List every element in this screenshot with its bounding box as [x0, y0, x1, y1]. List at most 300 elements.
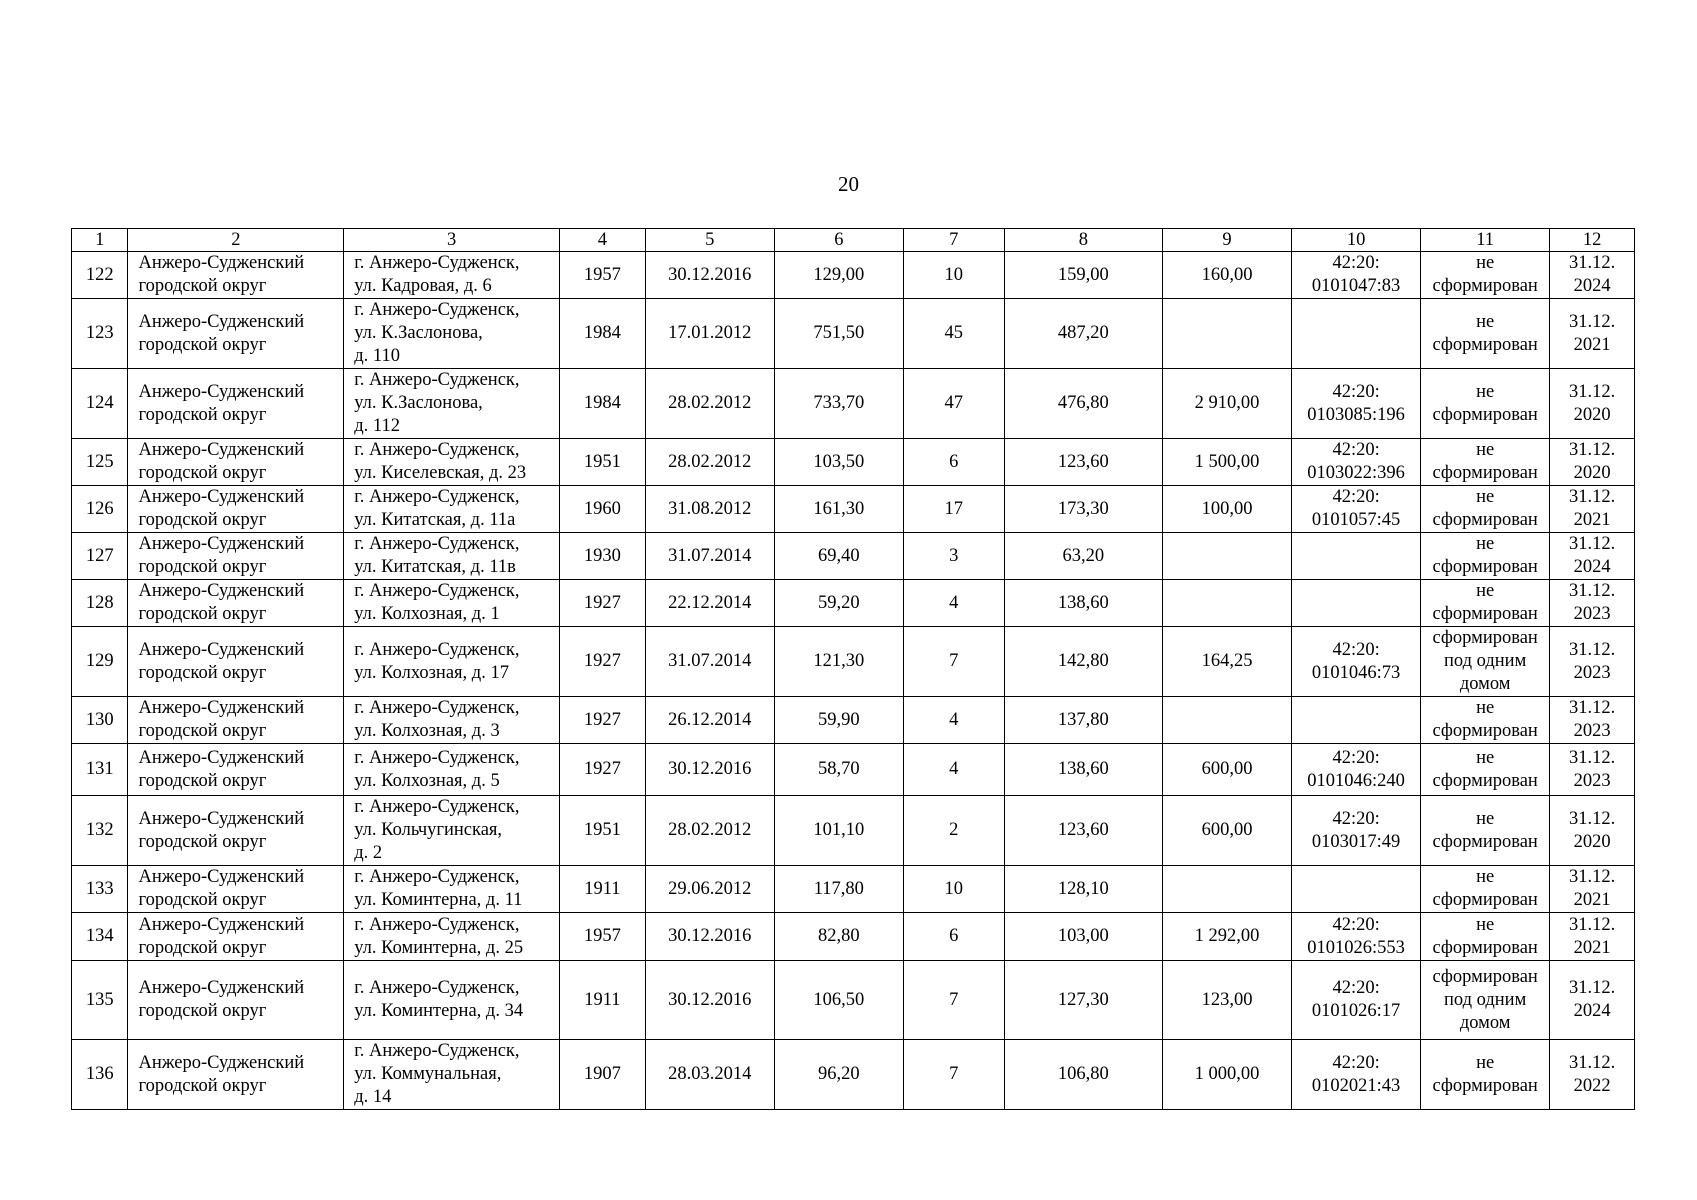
- land-status-line: сформирован: [1432, 404, 1538, 425]
- area2-cell: 123,60: [1004, 796, 1162, 866]
- deadline-cell: [1550, 252, 1635, 299]
- land-status-line: не: [1476, 253, 1495, 273]
- land-status-line: не: [1476, 1052, 1495, 1073]
- municipality-cell: [128, 961, 344, 1040]
- address-cell: [344, 796, 560, 866]
- cadastral-number-cell: [1292, 866, 1421, 913]
- address-line: г. Анжеро-Судженск,: [354, 487, 520, 507]
- cadastral-number-line: 0101046:240: [1307, 770, 1405, 791]
- cadastral-number-cell: [1292, 796, 1421, 866]
- deadline-line: 2022: [1573, 1075, 1611, 1096]
- table-row: [72, 961, 1635, 1040]
- row-number-cell: 136: [72, 1040, 128, 1110]
- address-line: ул. Колхозная, д. 1: [354, 604, 500, 624]
- deadline-line: 31.12.: [1568, 534, 1616, 554]
- municipality-line: Анжеро-Судженский: [138, 311, 305, 332]
- build-year-cell: 1951: [560, 796, 646, 866]
- address-cell: [344, 697, 560, 744]
- municipality-cell: [128, 1040, 344, 1110]
- land-status-cell: [1421, 439, 1550, 486]
- area-cell: 59,90: [774, 697, 903, 744]
- area2-cell: 128,10: [1004, 866, 1162, 913]
- residents-cell: 10: [903, 866, 1004, 913]
- date-cell: 28.02.2012: [645, 796, 774, 866]
- deadline-cell: [1550, 796, 1635, 866]
- cadastral-number-line: 42:20:: [1332, 639, 1380, 660]
- address-line: ул. К.Заслонова,: [354, 323, 483, 343]
- address-line: г. Анжеро-Судженск,: [354, 797, 520, 817]
- deadline-line: 31.12.: [1568, 253, 1616, 273]
- address-line: ул. Киселевская, д. 23: [354, 463, 527, 483]
- residents-cell: 7: [903, 1040, 1004, 1110]
- date-cell: 28.02.2012: [645, 439, 774, 486]
- land-status-cell: [1421, 486, 1550, 533]
- table-row: [72, 299, 1635, 369]
- residents-cell: 10: [903, 252, 1004, 299]
- deadline-cell: [1550, 913, 1635, 961]
- land-area-cell: [1163, 866, 1292, 913]
- area-cell: 129,00: [774, 252, 903, 299]
- row-number-cell: 134: [72, 913, 128, 961]
- deadline-line: 31.12.: [1568, 581, 1616, 601]
- land-status-line: не: [1476, 440, 1495, 460]
- area2-cell: 142,80: [1004, 627, 1162, 697]
- cadastral-number-cell: [1292, 913, 1421, 961]
- build-year-cell: 1960: [560, 486, 646, 533]
- cadastral-number-line: 42:20:: [1332, 914, 1380, 935]
- municipality-cell: [128, 439, 344, 486]
- table-row: [72, 697, 1635, 744]
- address-cell: [344, 1040, 560, 1110]
- area-cell: 101,10: [774, 796, 903, 866]
- deadline-line: 31.12.: [1568, 381, 1616, 402]
- deadline-line: 2023: [1573, 662, 1611, 683]
- land-status-line: сформирован: [1432, 890, 1538, 910]
- cadastral-number-cell: [1292, 369, 1421, 439]
- row-number-cell: 135: [72, 961, 128, 1040]
- deadline-cell: [1550, 961, 1635, 1040]
- address-line: г. Анжеро-Судженск,: [354, 914, 520, 935]
- municipality-line: городской округ: [138, 404, 267, 425]
- cadastral-number-line: 0101047:83: [1311, 276, 1401, 296]
- area-cell: 733,70: [774, 369, 903, 439]
- date-cell: 30.12.2016: [645, 744, 774, 796]
- area2-cell: 138,60: [1004, 744, 1162, 796]
- deadline-cell: [1550, 369, 1635, 439]
- deadline-line: 31.12.: [1568, 867, 1616, 887]
- table-row: [72, 744, 1635, 796]
- address-line: ул. Коминтерна, д. 11: [354, 890, 523, 910]
- address-line: г. Анжеро-Судженск,: [354, 300, 520, 320]
- deadline-line: 31.12.: [1568, 978, 1616, 998]
- land-status-line: сформирован: [1432, 721, 1538, 741]
- address-line: г. Анжеро-Судженск,: [354, 370, 520, 390]
- land-area-cell: 1 500,00: [1163, 439, 1292, 486]
- land-status-line: под одним: [1444, 989, 1527, 1010]
- municipality-line: Анжеро-Судженский: [138, 914, 305, 935]
- land-status-line: домом: [1459, 1012, 1511, 1033]
- build-year-cell: 1907: [560, 1040, 646, 1110]
- build-year-cell: 1957: [560, 913, 646, 961]
- date-cell: 30.12.2016: [645, 252, 774, 299]
- table-row: [72, 627, 1635, 697]
- deadline-line: 2024: [1573, 1001, 1611, 1021]
- build-year-cell: 1927: [560, 697, 646, 744]
- table-row: [72, 913, 1635, 961]
- cadastral-number-cell: [1292, 697, 1421, 744]
- address-cell: [344, 580, 560, 627]
- land-status-cell: [1421, 627, 1550, 697]
- municipality-cell: [128, 533, 344, 580]
- land-status-line: не: [1476, 867, 1495, 887]
- land-status-line: сформирован: [1432, 770, 1538, 791]
- deadline-cell: [1550, 697, 1635, 744]
- cadastral-number-line: 0103085:196: [1307, 404, 1405, 425]
- municipality-cell: [128, 252, 344, 299]
- deadline-line: 2023: [1573, 604, 1611, 624]
- municipality-cell: [128, 866, 344, 913]
- area2-cell: 137,80: [1004, 697, 1162, 744]
- cadastral-number-line: 0101026:553: [1307, 937, 1405, 958]
- land-status-line: не: [1476, 581, 1495, 601]
- land-status-line: не: [1476, 311, 1495, 332]
- municipality-line: Анжеро-Судженский: [138, 581, 305, 601]
- date-cell: 29.06.2012: [645, 866, 774, 913]
- area2-cell: 173,30: [1004, 486, 1162, 533]
- table-row: [72, 866, 1635, 913]
- municipality-line: городской округ: [138, 662, 267, 683]
- municipality-line: городской округ: [138, 334, 267, 355]
- address-cell: [344, 252, 560, 299]
- deadline-line: 2021: [1573, 510, 1611, 530]
- column-number-row: [72, 229, 1635, 252]
- address-line: ул. Колхозная, д. 17: [354, 662, 509, 683]
- date-cell: 28.03.2014: [645, 1040, 774, 1110]
- area2-cell: 159,00: [1004, 252, 1162, 299]
- land-status-cell: [1421, 533, 1550, 580]
- municipality-cell: [128, 580, 344, 627]
- residents-cell: 47: [903, 369, 1004, 439]
- residents-cell: 3: [903, 533, 1004, 580]
- municipality-line: Анжеро-Судженский: [138, 440, 305, 460]
- address-cell: [344, 299, 560, 369]
- land-area-cell: [1163, 299, 1292, 369]
- address-cell: [344, 913, 560, 961]
- municipality-cell: [128, 486, 344, 533]
- address-line: г. Анжеро-Судженск,: [354, 639, 520, 660]
- municipality-line: городской округ: [138, 557, 267, 577]
- land-status-line: не: [1476, 381, 1495, 402]
- residents-cell: 7: [903, 961, 1004, 1040]
- column-header: 10: [1292, 229, 1421, 252]
- cadastral-number-line: 42:20:: [1332, 381, 1380, 402]
- address-line: ул. Коминтерна, д. 25: [354, 937, 524, 958]
- residents-cell: 6: [903, 439, 1004, 486]
- address-line: ул. Колхозная, д. 3: [354, 721, 500, 741]
- housing-register-table: [71, 228, 1635, 1110]
- deadline-cell: [1550, 533, 1635, 580]
- address-line: ул. Коммунальная,: [354, 1064, 502, 1084]
- land-status-cell: [1421, 580, 1550, 627]
- area-cell: 161,30: [774, 486, 903, 533]
- area-cell: 106,50: [774, 961, 903, 1040]
- land-area-cell: 1 292,00: [1163, 913, 1292, 961]
- area2-cell: 63,20: [1004, 533, 1162, 580]
- municipality-line: Анжеро-Судженский: [138, 747, 305, 768]
- land-status-line: не: [1476, 698, 1495, 718]
- residents-cell: 6: [903, 913, 1004, 961]
- cadastral-number-line: 0102021:43: [1311, 1075, 1401, 1096]
- build-year-cell: 1911: [560, 866, 646, 913]
- area-cell: 69,40: [774, 533, 903, 580]
- land-status-line: не: [1476, 808, 1495, 829]
- row-number-cell: 132: [72, 796, 128, 866]
- cadastral-number-cell: [1292, 580, 1421, 627]
- municipality-line: городской округ: [138, 276, 267, 296]
- column-header: 2: [128, 229, 344, 252]
- land-status-line: сформирован: [1432, 510, 1538, 530]
- municipality-line: городской округ: [138, 937, 267, 958]
- deadline-cell: [1550, 627, 1635, 697]
- municipality-line: Анжеро-Судженский: [138, 867, 305, 887]
- land-status-cell: [1421, 913, 1550, 961]
- address-line: ул. Кадровая, д. 6: [354, 276, 492, 296]
- address-line: д. 112: [354, 416, 400, 436]
- address-cell: [344, 744, 560, 796]
- land-status-line: сформирован: [1432, 604, 1538, 624]
- address-line: ул. Кольчугинская,: [354, 820, 503, 840]
- municipality-line: Анжеро-Судженский: [138, 487, 305, 507]
- land-status-cell: [1421, 961, 1550, 1040]
- deadline-line: 2023: [1573, 770, 1611, 791]
- land-status-line: не: [1476, 747, 1495, 768]
- land-area-cell: 123,00: [1163, 961, 1292, 1040]
- deadline-line: 2020: [1573, 463, 1611, 483]
- cadastral-number-line: 42:20:: [1332, 1052, 1380, 1073]
- land-status-line: домом: [1459, 674, 1511, 694]
- row-number-cell: 133: [72, 866, 128, 913]
- land-status-cell: [1421, 796, 1550, 866]
- cadastral-number-cell: [1292, 299, 1421, 369]
- deadline-line: 2020: [1573, 404, 1611, 425]
- area2-cell: 103,00: [1004, 913, 1162, 961]
- deadline-line: 2024: [1573, 276, 1611, 296]
- deadline-line: 2021: [1573, 937, 1611, 958]
- land-status-line: сформирован: [1432, 334, 1538, 355]
- address-cell: [344, 439, 560, 486]
- municipality-line: городской округ: [138, 770, 267, 791]
- deadline-cell: [1550, 866, 1635, 913]
- deadline-line: 2021: [1573, 334, 1611, 355]
- table-row: [72, 439, 1635, 486]
- address-line: ул. Коминтерна, д. 34: [354, 1001, 524, 1021]
- cadastral-number-cell: [1292, 486, 1421, 533]
- residents-cell: 7: [903, 627, 1004, 697]
- row-number-cell: 122: [72, 252, 128, 299]
- residents-cell: 2: [903, 796, 1004, 866]
- row-number-cell: 123: [72, 299, 128, 369]
- area2-cell: 123,60: [1004, 439, 1162, 486]
- column-header: 12: [1550, 229, 1635, 252]
- address-line: г. Анжеро-Судженск,: [354, 978, 520, 998]
- table-row: [72, 252, 1635, 299]
- address-cell: [344, 369, 560, 439]
- deadline-line: 31.12.: [1568, 698, 1616, 718]
- area-cell: 58,70: [774, 744, 903, 796]
- area2-cell: 127,30: [1004, 961, 1162, 1040]
- address-line: г. Анжеро-Судженск,: [354, 253, 520, 273]
- land-status-cell: [1421, 866, 1550, 913]
- municipality-cell: [128, 299, 344, 369]
- table-body: [72, 252, 1635, 1110]
- land-status-cell: [1421, 744, 1550, 796]
- address-cell: [344, 533, 560, 580]
- land-status-line: под одним: [1444, 651, 1527, 671]
- cadastral-number-line: 0103022:396: [1307, 463, 1405, 483]
- municipality-cell: [128, 697, 344, 744]
- cadastral-number-line: 0103017:49: [1311, 831, 1401, 852]
- deadline-line: 31.12.: [1568, 311, 1616, 332]
- municipality-line: городской округ: [138, 1075, 267, 1096]
- build-year-cell: 1911: [560, 961, 646, 1040]
- area-cell: 82,80: [774, 913, 903, 961]
- cadastral-number-cell: [1292, 252, 1421, 299]
- address-cell: [344, 627, 560, 697]
- land-status-line: сформирован: [1432, 628, 1538, 648]
- date-cell: 30.12.2016: [645, 913, 774, 961]
- area2-cell: 476,80: [1004, 369, 1162, 439]
- build-year-cell: 1927: [560, 627, 646, 697]
- land-area-cell: 2 910,00: [1163, 369, 1292, 439]
- column-header: 7: [903, 229, 1004, 252]
- area-cell: 59,20: [774, 580, 903, 627]
- column-header: 1: [72, 229, 128, 252]
- land-status-cell: [1421, 252, 1550, 299]
- land-area-cell: 164,25: [1163, 627, 1292, 697]
- residents-cell: 4: [903, 580, 1004, 627]
- cadastral-number-line: 42:20:: [1332, 808, 1380, 829]
- municipality-line: Анжеро-Судженский: [138, 978, 305, 998]
- column-header: 8: [1004, 229, 1162, 252]
- land-status-line: сформирован: [1432, 276, 1538, 296]
- municipality-line: Анжеро-Судженский: [138, 534, 305, 554]
- cadastral-number-line: 42:20:: [1332, 440, 1380, 460]
- column-header: 11: [1421, 229, 1550, 252]
- cadastral-number-line: 0101057:45: [1311, 510, 1401, 530]
- address-line: г. Анжеро-Судженск,: [354, 747, 520, 768]
- area2-cell: 487,20: [1004, 299, 1162, 369]
- cadastral-number-line: 0101046:73: [1311, 662, 1401, 683]
- municipality-line: городской округ: [138, 463, 267, 483]
- build-year-cell: 1951: [560, 439, 646, 486]
- cadastral-number-cell: [1292, 961, 1421, 1040]
- build-year-cell: 1984: [560, 369, 646, 439]
- address-line: г. Анжеро-Судженск,: [354, 581, 520, 601]
- address-line: г. Анжеро-Судженск,: [354, 440, 520, 460]
- date-cell: 31.07.2014: [645, 533, 774, 580]
- deadline-line: 2020: [1573, 831, 1611, 852]
- address-cell: [344, 486, 560, 533]
- table-row: [72, 580, 1635, 627]
- address-line: г. Анжеро-Судженск,: [354, 867, 520, 887]
- municipality-line: Анжеро-Судженский: [138, 808, 305, 829]
- column-header: 6: [774, 229, 903, 252]
- date-cell: 26.12.2014: [645, 697, 774, 744]
- build-year-cell: 1927: [560, 580, 646, 627]
- residents-cell: 17: [903, 486, 1004, 533]
- area-cell: 117,80: [774, 866, 903, 913]
- land-area-cell: 160,00: [1163, 252, 1292, 299]
- municipality-line: Анжеро-Судженский: [138, 1052, 305, 1073]
- land-area-cell: [1163, 533, 1292, 580]
- cadastral-number-line: 0101026:17: [1311, 1001, 1401, 1021]
- deadline-line: 31.12.: [1568, 1052, 1616, 1073]
- column-header: 5: [645, 229, 774, 252]
- cadastral-number-cell: [1292, 1040, 1421, 1110]
- address-line: д. 110: [354, 346, 400, 366]
- date-cell: 17.01.2012: [645, 299, 774, 369]
- land-area-cell: 100,00: [1163, 486, 1292, 533]
- deadline-line: 31.12.: [1568, 747, 1616, 768]
- municipality-line: Анжеро-Судженский: [138, 381, 305, 402]
- address-line: г. Анжеро-Судженск,: [354, 1041, 520, 1061]
- cadastral-number-line: 42:20:: [1332, 487, 1380, 507]
- municipality-line: городской округ: [138, 604, 267, 624]
- municipality-line: городской округ: [138, 1001, 267, 1021]
- land-status-line: сформирован: [1432, 463, 1538, 483]
- land-area-cell: 600,00: [1163, 796, 1292, 866]
- municipality-line: Анжеро-Судженский: [138, 639, 305, 660]
- build-year-cell: 1984: [560, 299, 646, 369]
- land-area-cell: [1163, 697, 1292, 744]
- residents-cell: 45: [903, 299, 1004, 369]
- area-cell: 103,50: [774, 439, 903, 486]
- cadastral-number-line: 42:20:: [1332, 253, 1380, 273]
- address-line: г. Анжеро-Судженск,: [354, 534, 520, 554]
- address-line: ул. Колхозная, д. 5: [354, 770, 500, 791]
- row-number-cell: 131: [72, 744, 128, 796]
- address-line: ул. Китатская, д. 11а: [354, 510, 516, 530]
- column-header: 9: [1163, 229, 1292, 252]
- area-cell: 751,50: [774, 299, 903, 369]
- deadline-cell: [1550, 1040, 1635, 1110]
- page-number: 20: [838, 172, 859, 196]
- municipality-cell: [128, 913, 344, 961]
- column-header: 3: [344, 229, 560, 252]
- municipality-line: городской округ: [138, 890, 267, 910]
- deadline-line: 2024: [1573, 557, 1611, 577]
- address-line: д. 14: [354, 1087, 392, 1107]
- row-number-cell: 124: [72, 369, 128, 439]
- build-year-cell: 1930: [560, 533, 646, 580]
- land-status-line: не: [1476, 534, 1495, 554]
- address-cell: [344, 866, 560, 913]
- deadline-line: 31.12.: [1568, 914, 1616, 935]
- municipality-cell: [128, 627, 344, 697]
- land-status-line: сформирован: [1432, 1075, 1538, 1096]
- municipality-cell: [128, 369, 344, 439]
- address-line: д. 2: [354, 843, 383, 863]
- table-row: [72, 369, 1635, 439]
- area2-cell: 106,80: [1004, 1040, 1162, 1110]
- build-year-cell: 1927: [560, 744, 646, 796]
- cadastral-number-cell: [1292, 533, 1421, 580]
- municipality-cell: [128, 796, 344, 866]
- municipality-line: городской округ: [138, 721, 267, 741]
- table-row: [72, 533, 1635, 580]
- table-row: [72, 796, 1635, 866]
- land-status-cell: [1421, 299, 1550, 369]
